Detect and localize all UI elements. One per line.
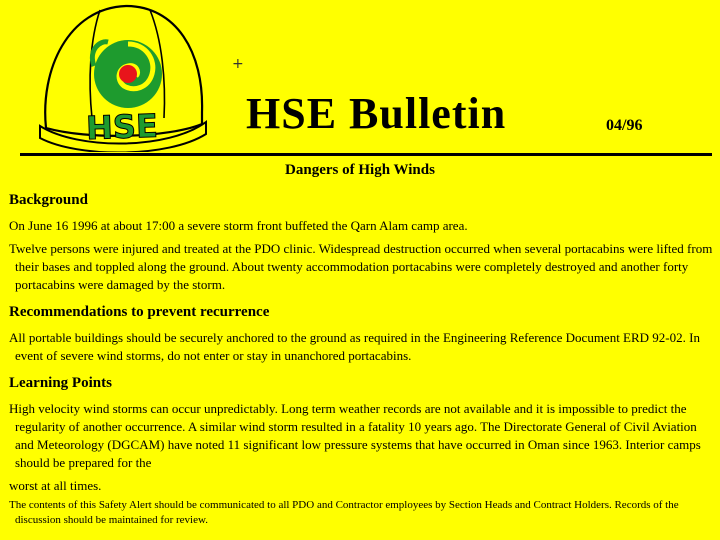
learning-paragraph: High velocity wind storms can occur unpredictably. Long term weather records are not available and it is impossible to predict the regularity of another occurrence. A similar wind storm resulted in a fatality 10 years ago. The Directorate General of Civil Aviation and Meteorology (DGCAM) have noted 11 significant low pressure systems that have occurred in Oman since 1963. Interior camps should be prepared for the (9, 401, 701, 470)
background-paragraph: Twelve persons were injured and treated at the PDO clinic. Widespread destruction occurred when several portacabins were lifted from their bases and toppled along the ground. About twenty accommodation portacabins were completely destroyed and another forty portacabins were damaged by the storm. (9, 241, 713, 292)
subtitle-text: Dangers of High Winds (285, 162, 435, 178)
background-heading: Background (9, 192, 88, 208)
recommendations-heading: Recommendations to prevent recurrence (9, 304, 270, 320)
page-title: HSE Bulletin (246, 89, 507, 138)
header-divider (20, 153, 712, 156)
bulletin-body (9, 191, 715, 528)
learning-paragraph: worst at all times. (9, 478, 102, 493)
background-paragraph: On June 16 1996 at about 17:00 a severe storm front buffeted the Qarn Alam camp area. (9, 218, 468, 233)
bulletin-subtitle (0, 162, 720, 179)
sparkle-mark: + (232, 56, 244, 72)
learning-points-heading: Learning Points (9, 375, 112, 391)
hse-hard-hat-logo (38, 0, 208, 152)
footer-note: The contents of this Safety Alert should be communicated to all PDO and Contractor employees by Section Heads and Contract Holders. Records of the discussion should be maintained for review. (9, 499, 679, 526)
issue-number: 04/96 (606, 117, 643, 134)
recommendations-paragraph: All portable buildings should be securely anchored to the ground as required in the Engineering Reference Document ERD 92-02. In event of severe wind storms, do not enter or stay in unanchored portacabins. (9, 330, 700, 363)
logo-text: HSE (85, 106, 159, 148)
